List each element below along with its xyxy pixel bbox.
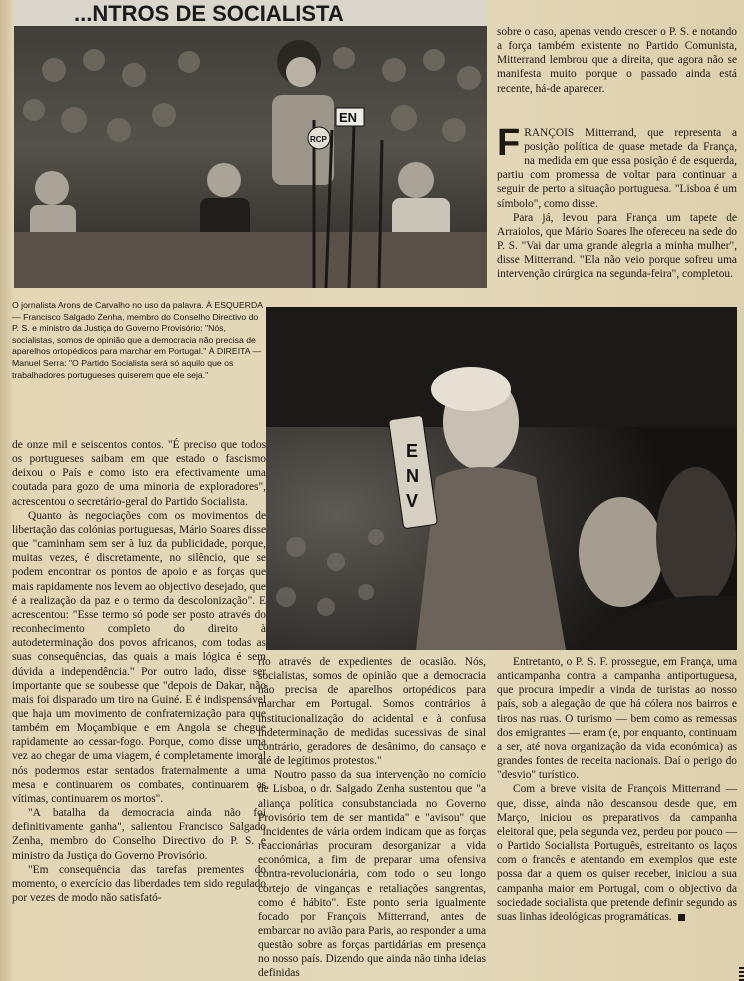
- paragraph: Entretanto, o P. S. F. prossegue, em França, uma anticampanha contra a campanha antiportuguesa, que procura impedir a vinda de turistas ao nosso país, sob a alegação de que há cólera nos bairros e tiros nas ruas. O turismo — bem como as remessas dos emigrantes — eram (e, por enquanto, continuam a ser, até nova organização da vida económica) as grandes fontes de receita nacionais. Daí o perigo do "desvio" turístico.: [497, 656, 737, 782]
- paragraph: Para já, levou para França um tapete de Arraiolos, que Mário Soares lhe ofereceu na sede do P. S. "Vai dar uma grande alegria a minha mulher", disse Mitterrand. "Ela não veio porque sofreu uma intervenção cirúrgica na segunda-feira", completou.: [497, 211, 737, 281]
- paragraph: sobre o caso, apenas vendo crescer o P. S. e notando a força também existente no Partido Comunista, Mitterrand lembrou que a direita, que agora não se manifesta muito porque o passado ainda está recente, há-de aparecer.: [497, 26, 737, 95]
- paragraph: Quanto às negociações com os movimentos de libertação das colónias portuguesas, Mário Soares disse que "caminham sem ser à luz da publicidade, porque, muitas vezes, é discretamente, no silêncio, que se podem encontrar os pontos de apoio e as forças que mais rapidamente nos levem ao objectivo desejado, que é a realização da paz e o termo da descolonização". E acrescentou: "Esse termo só pode ser posto através do reconhecimento completo do direito à autodeterminação dos povos africanos, com todas as suas consequências, das quais a mais lógica é sem dúvida a independência." Por outro lado, disse ser importante que se soubesse que "depois de Dakar, não mais foi disparado um tiro na Guiné. E é indispensável que haja um movimento de confraternização para que também em Moçambique e em Angola se chegue rapidamente ao cessar-fogo. Porque, como disse uma vez ao chegar de uma viagem, é completamente imoral nós podermos estar sentados fraternalmente a uma mesa e continuarem os combates, continuarem as vítimas, continuarem os mortos".: [12, 509, 266, 805]
- photo-salgado-zenha-image: [266, 307, 737, 650]
- article-column-left: [12, 438, 266, 905]
- paragraph-final: [497, 782, 737, 924]
- paragraph: "A batalha da democracia ainda não foi definitivamente ganha", salientou Francisco Salgado Zenha, membro do Conselho Directivo do P. S. e ministro da Justiça do Governo Provisório.: [12, 807, 266, 862]
- paragraph: "Em consequência das tarefas prementes do momento, o exercício das liberdades tem sido regulado por vezes de modo não satisfató-: [12, 863, 266, 904]
- paragraph: Noutro passo da sua intervenção no comício de Lisboa, o dr. Salgado Zenha sustentou que "a aliança política consubstanciada no Governo Provisório tem de ser mantida" e "avisou" que "incidentes de vária ordem indicam que as forças reaccionárias procuram desorganizar a vida económica, a fim de preparar uma ofensiva contra-revolucionária, com todo o seu longo cortejo de vinganças e retaliações sangrentas, como é hábito". Este ponto seria igualmente focado por François Mitterrand, antes de embarcar no avião para Paris, ao responder a uma questão sobre as forças partidárias em presença no nosso país. Dizendo que ainda não tinha ideias definidas: [258, 769, 486, 980]
- paragraph-text: Com a breve visita de François Mitterrand — que, disse, ainda não descansou desde que, em Março, iniciou os preparativos da campanha eleitoral que, pela segunda vez, perdeu por pouco — o Partido Socialista Português, estreitanto os laços com o francês e atentando em exemplos que este possa dar a quem os quiser receber, iniciou a sua campanha maior em Portugal, com o objectivo da sociedade socialista que pretende definir segundo as suas linhas ideológicas programáticas.: [497, 783, 737, 923]
- banner-text: ...NTROS DE SOCIALISTA: [74, 1, 344, 26]
- article-column-right-top: [497, 25, 737, 282]
- mic-letter-e: E: [406, 441, 419, 461]
- paragraph: de onze mil e seiscentos contos. "É preciso que todos os portugueses saibam em que estado o fascismo deixou o País e como isto era efectivamente uma coutada para gozo de uma minoria de exploradores", acrescentou o secretário-geral do Partido Socialista.: [12, 439, 266, 508]
- article-column-right: [497, 655, 737, 924]
- article-column-middle: [258, 655, 486, 981]
- photo-salgado-zenha: [266, 307, 737, 650]
- photo-speaker-podium-image: [14, 0, 487, 288]
- gutter-marks: [739, 967, 744, 981]
- mic-letter-v: V: [406, 491, 419, 511]
- paragraph-dropcap: [497, 121, 737, 211]
- drop-cap: F: [497, 121, 521, 164]
- paragraph: rio através de expedientes de ocasião. Nós, socialistas, somos de opinião que a democracia não precisa de aparelhos ortopédicos para marchar em Portugal. Somos contrários à institucionalização do acidental e à confusa indeterminação de medidas sucessivas de sinal contrário, geradores de desânimo, do cansaço e até de legítimos protestos.": [258, 656, 486, 768]
- photo-speaker-podium: [14, 0, 487, 288]
- end-mark: [678, 914, 685, 921]
- mic-label-en: EN: [339, 110, 358, 125]
- mic-label-rcp: RCP: [310, 135, 327, 144]
- photo-caption: O jornalista Arons de Carvalho no uso da palavra. À ESQUERDA — Francisco Salgado Zenha, membro do Conselho Directivo do P. S. e ministro da Justiça do Governo Provisório: "Nós, socialistas, somos de opinião que a democracia não precisa de aparelhos ortopédicos para marchar em Portugal." À DIREITA — Manuel Serra: "O Partido Socialista será só aquilo que os trabalhadores portugueses quiserem que ele seja.": [12, 300, 263, 380]
- paragraph-lead: RANÇOIS Mitterrand, que representa a posição política de quase metade da França, na medida em que essa posição é de esquerda, partiu com promessa de voltar para continuar a seguir de perto a situação portuguesa. "Lisboa é um símbolo", como disse.: [497, 126, 737, 210]
- mic-letter-n: N: [406, 466, 419, 486]
